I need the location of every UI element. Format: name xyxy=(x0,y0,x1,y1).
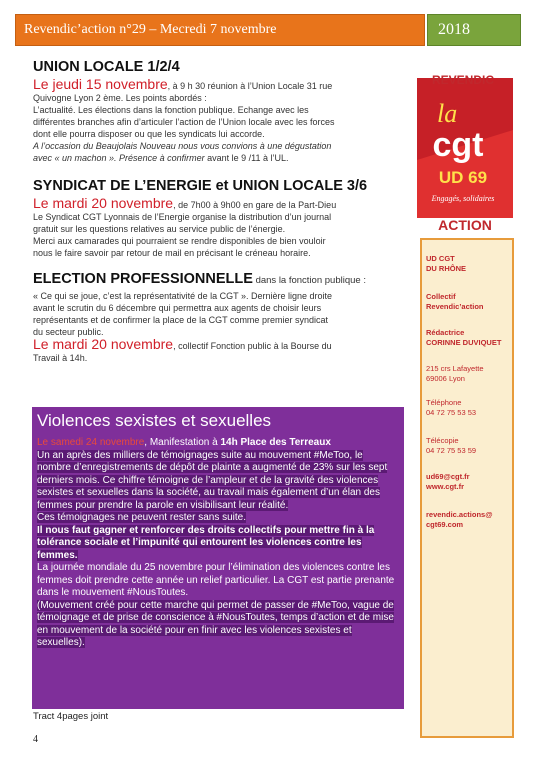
header-year-bar xyxy=(427,14,521,46)
violences-paragraph: Il nous faut gagner et renforcer des droits collectifs pour mettre fin à la tolérance sociale et l’impunité qui entourent les violences contre les femmes. xyxy=(37,524,375,561)
violences-paragraph: Ces témoignages ne peuvent rester sans suite. xyxy=(37,512,247,523)
page-number: 4 xyxy=(33,734,38,745)
main-column xyxy=(33,56,403,364)
section-subtitle: dans la fonction publique : xyxy=(252,275,366,286)
sidebar-email2 xyxy=(422,510,516,530)
text-line: , de 7h00 à 9h00 en gare de la Part-Dieu xyxy=(173,200,337,210)
section-body-union-locale xyxy=(33,78,403,164)
text-line: différentes branches afin d’articuler l’action de l’Union locale avec les forces xyxy=(33,117,335,127)
logo-tagline: Engagés, solidaires xyxy=(431,194,495,203)
sidebar-info-box xyxy=(420,238,514,738)
sidebar-email[interactable]: ud69@cgt.fr xyxy=(426,472,470,481)
sidebar-line: Collectif xyxy=(426,292,456,301)
violences-box xyxy=(32,407,404,709)
violences-place: 14h Place des Terreaux xyxy=(220,437,331,448)
section-title-union-locale: UNION LOCALE 1/2/4 xyxy=(33,59,180,75)
event-date: Le mardi 20 novembre xyxy=(33,195,174,211)
violences-date-rest: , Manifestation à xyxy=(144,437,221,448)
text-line: A l’occasion du Beaujolais Nouveau nous vous convions à une dégustation xyxy=(33,141,332,151)
text-line: gratuit sur les questions relatives au service public de l’énergie. xyxy=(33,224,286,234)
text-line: , collectif Fonction public à la Bourse du xyxy=(173,341,332,351)
violences-paragraph: La journée mondiale du 25 novembre pour l’élimination des violences contre les femmes doit prendre cette année un relief particulier. La CGT est partie prenante dans le mouvement #NousToutes. xyxy=(37,562,395,598)
sidebar-email-part[interactable]: revendic.actions@ xyxy=(426,510,493,519)
text-line: dont elle pourra disposer ou que les syndicats lui accorde. xyxy=(33,129,265,139)
text-line: avec « un machon ». Présence à confirmer xyxy=(33,153,205,163)
sidebar-address xyxy=(422,364,516,384)
text-line: Le Syndicat CGT Lyonnais de l’Energie organise la distribution d’un journal xyxy=(33,212,332,222)
logo-la: la xyxy=(437,99,458,128)
section-title-election xyxy=(33,271,403,287)
text-line: Merci aux camarades qui pourraient se rendre disponibles de bien vouloir xyxy=(33,236,326,246)
section-title-text: ELECTION PROFESSIONNELLE xyxy=(33,271,253,287)
header-title-bar xyxy=(15,14,425,46)
sidebar-redactrice xyxy=(422,328,516,348)
text-line: du secteur public. xyxy=(33,327,104,337)
sidebar-line: Rédactrice xyxy=(426,328,465,337)
sidebar-email-part[interactable]: cgt69.com xyxy=(426,520,464,529)
logo-top-text: REVENDIC xyxy=(431,73,495,87)
text-line: avant le 9 /11 à l’UL. xyxy=(204,153,289,163)
sidebar-phone xyxy=(422,398,516,418)
violences-text xyxy=(37,437,399,650)
text-line: nous le faire savoir par retour de mail en précisant le créneau horaire. xyxy=(33,248,311,258)
violences-paragraph: Un an après des milliers de témoignages suite au mouvement #MeToo, le nombre d’enregistrements de dépôt de plainte a augmenté de 23% sur les sept derniers mois. Ce chiffre témoigne de l’ampleur et de la gravité des violences sexistes et sexuelles dans la société, au travail mais également d’un élan des femmes pour prendre la parole en visibilisant leur réalité. xyxy=(37,449,388,511)
sidebar-line: Téléphone xyxy=(426,398,462,407)
sidebar-line: 69006 Lyon xyxy=(426,374,465,383)
sidebar-line: Revendic’action xyxy=(426,302,484,311)
sidebar-contacts xyxy=(422,472,516,492)
text-line: « Ce qui se joue, c’est la représentativité de la CGT ». Dernière ligne droite xyxy=(33,291,332,301)
page-header xyxy=(15,14,521,46)
sidebar-line: Télécopie xyxy=(426,436,459,445)
sidebar-org xyxy=(422,254,516,274)
logo-cgt: cgt xyxy=(432,126,484,164)
logo-action: ACTION xyxy=(438,217,492,230)
sidebar-line: 04 72 75 53 53 xyxy=(426,408,477,417)
section-body-energie xyxy=(33,197,403,259)
tract-note: Tract 4pages joint xyxy=(33,711,109,722)
header-title: Revendic’action n°29 – Mecredi 7 novembre xyxy=(24,22,277,37)
text-line: , à 9 h 30 réunion à l’Union Locale 31 rue xyxy=(167,81,333,91)
sidebar-line: 215 crs Lafayette xyxy=(426,364,484,373)
section-body-election xyxy=(33,290,403,364)
event-date: Le jeudi 15 novembre xyxy=(33,76,168,92)
violences-title: Violences sexistes et sexuelles xyxy=(37,411,272,430)
text-line: Travail à 14h. xyxy=(33,353,88,363)
sidebar-line: 04 72 75 53 59 xyxy=(426,446,477,455)
text-line: L’actualité. Les élections dans la fonction publique. Echange avec les xyxy=(33,105,309,115)
sidebar-website[interactable]: www.cgt.fr xyxy=(426,482,465,491)
text-line: Quivogne Lyon 2 ème. Les points abordés : xyxy=(33,93,207,103)
violences-paragraph: (Mouvement créé pour cette marche qui permet de passer de #MeToo, vague de témoignage et de prise de conscience à #NousToutes, temps d’action et de mise en mouvement de la société pour en finir avec les violences sexistes et sexuelles). xyxy=(37,599,394,648)
cgt-logo xyxy=(403,70,515,230)
header-year: 2018 xyxy=(438,21,470,38)
violences-date: Le samedi 24 novembre xyxy=(37,437,145,448)
sidebar-collectif xyxy=(422,292,516,312)
text-line: représentants et de confirmer la place de la CGT comme premier syndicat xyxy=(33,315,328,325)
text-line: avant le scrutin du 6 décembre qui permettra aux agents de choisir leurs xyxy=(33,303,322,313)
section-title-energie: SYNDICAT DE L’ENERGIE et UNION LOCALE 3/6 xyxy=(33,178,368,194)
sidebar-line: CORINNE DUVIQUET xyxy=(426,338,502,347)
sidebar-org-line: UD CGT xyxy=(426,254,455,263)
event-date: Le mardi 20 novembre xyxy=(33,336,174,352)
logo-ud69: UD 69 xyxy=(438,168,488,187)
sidebar-org-line: DU RHÔNE xyxy=(426,264,467,273)
sidebar-fax xyxy=(422,436,516,456)
